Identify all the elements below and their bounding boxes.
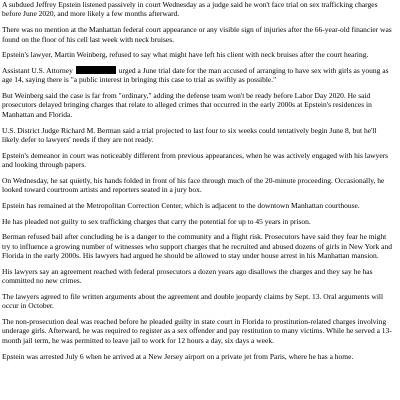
- paragraph-4-end: urged a June trial date for the man accused of arranging to have sex with girls as young as age 14, saying there is "a public interest in bringing this case to trial as swiftly as possible.": [2, 65, 389, 85]
- paragraph-9: Epstein has remained at the Metropolitan Correction Center, which is adjacent to the downtown Manhattan courthouse.: [2, 200, 360, 210]
- paragraph-4: [2, 66, 393, 85]
- article-body: [2, 0, 393, 367]
- redaction-box: [76, 66, 116, 74]
- paragraph-14: The non-prosecution deal was reached before he pleaded guilty in state court in Florida to prostitution-related charges involving underage girls. Afterward, he was required to register as a sex offender and pay restitution to many victims. While he served a 13-month jail term, he was permitted to leave jail to work for 12 hours a day, six days a week.: [2, 317, 392, 345]
- paragraph-1: A subdued Jeffrey Epstein listened passively in court Wednesday as a judge said he won't face trial on sex trafficking charges before June 2020, and more likely a few months afterward.: [2, 0, 378, 19]
- paragraph-10: He has pleaded not guilty to sex trafficking charges that carry the potential for up to 45 years in prison.: [2, 216, 311, 226]
- paragraph-4-start: Assistant U.S. Attorney: [2, 65, 73, 75]
- paragraph-6: U.S. District Judge Richard M. Berman said a trial projected to last four to six weeks could tentatively begin June 8, but he'll likely defer to lawyers' needs if they are not ready.: [2, 125, 377, 144]
- paragraph-2: There was no mention at the Manhattan federal court appearance or any visible sign of injuries after the 66-year-old financier was found on the floor of his cell last week with neck bruises.: [2, 25, 392, 44]
- paragraph-5: But Weinberg said the case is far from "ordinary," adding the defense team won't be ready before Labor Day 2020. He said prosecutors delayed bringing charges that relate to alleged crimes that occurred in the early 2000s at Epstein's residences in Manhattan and Florida.: [2, 91, 372, 119]
- paragraph-7: Epstein's demeanor in court was noticeably different from previous appearances, when he was actively engaged with his lawyers and looking through papers.: [2, 150, 389, 170]
- paragraph-13: The lawyers agreed to file written arguments about the agreement and double jeopardy claims by Sept. 13. Oral arguments will occur in October.: [2, 291, 384, 311]
- paragraph-15: Epstein was arrested July 6 when he arrived at a New Jersey airport on a private jet from Paris, where he has a home.: [2, 351, 354, 361]
- paragraph-11: Berman refused bail after concluding he is a danger to the community and a flight risk. Prosecutors have said they fear he might try to influence a growing number of witnesses who support charges that he recruited and abused dozens of girls in New York and Florida in the early 2000s. His lawyers had argued he should be allowed to stay under house arrest in his Manhattan mansion.: [2, 232, 392, 261]
- paragraph-3: Epstein's lawyer, Martin Weinberg, refused to say what might have left his client with neck bruises after the court hearing.: [2, 50, 369, 60]
- paragraph-8: On Wednesday, he sat quietly, his hands folded in front of his face through much of the 20-minute proceeding. Occasionally, he looked toward courtroom artists and reporters seated in a jury box.: [2, 175, 385, 195]
- paragraph-12: His lawyers say an agreement reached with federal prosecutors a dozen years ago disallows the charges and they say he has committed no new crimes.: [2, 266, 373, 286]
